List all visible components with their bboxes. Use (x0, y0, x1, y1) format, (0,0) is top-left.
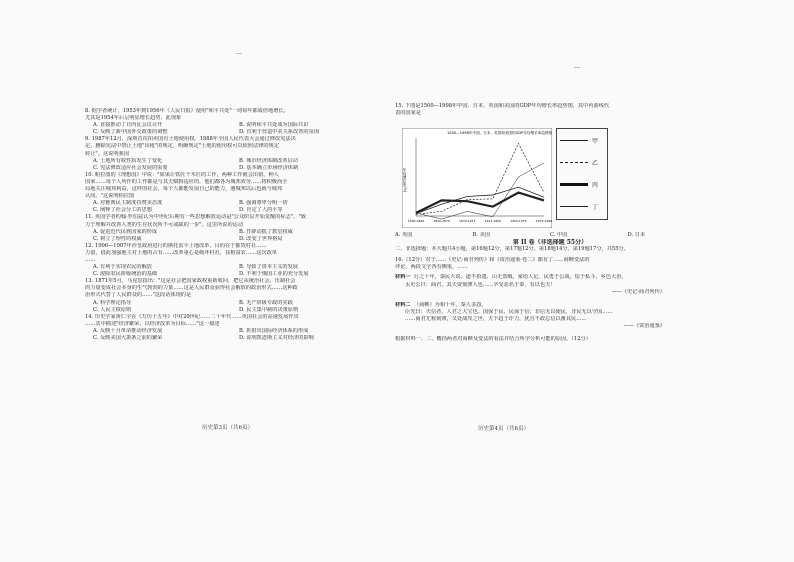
q10-options-cd: C. 阐释了社会分工的思想 D. 肯定了人的平等 (93, 207, 283, 214)
legend-item-yi: 乙 (557, 151, 607, 173)
material-1-quote: 太史公曰：商君，其天资刻薄人也……卒受恶名于秦，有以也夫！ (405, 281, 556, 288)
x-tick-label: 1973-1998 (535, 219, 552, 223)
q8-stem: 8. 据学者统计，1953年到1956年《人民日报》使用"和平共处"一词每年都成倍地增长， (85, 108, 289, 114)
q8-options-cd: C. 反映了新中国外交政策的调整 D. 有利于营造中美关系改善的氛围 (93, 129, 319, 136)
q16-stem-2: 评论，两段文字各有侧重，…… (395, 264, 468, 271)
right-page-lower (395, 232, 705, 343)
legend-item-ding: 丁 (557, 195, 607, 217)
section-2-instructions: 二、非选择题：本大题共4小题，第16题12分，第17题12分，第18题14分，第19题17分，共55分。 (395, 246, 629, 253)
x-tick-label: 1820-1870 (433, 219, 450, 223)
q10-stem-4: 认同。"这说明柏拉图 (85, 193, 135, 200)
material-2-quote-2: ……商君尤称刻薄，又处战攻之世，天下趋于诈力，犹且不敢忘信以畜其民…… (405, 315, 587, 322)
q10-stem: 10. 帕拉图的《理想国》中说："如果让铁匠干木匠的工作，两种工作就会出错，种人 (85, 171, 279, 178)
scan-mark-b: — (574, 64, 580, 71)
q11-stem-2: 力于理解并改善人类的生存状况所不可或缺的一步"。这里所说的运动 (85, 221, 244, 228)
q8-stem-2: 尤其是1954年后呈明显增长趋势，此现象 (85, 115, 182, 122)
q12-stem-2: 力量，借此加强地主对土地的占有……改革重心是破坏村社，扶植富农……这次改革 (85, 249, 277, 256)
q8-options-ab: A. 直接推动了日内瓦会议召开 B. 说明和平共处成为国际共识 (93, 122, 309, 129)
x-tick-label: 1870-1913 (459, 219, 476, 223)
q14-stem-2: ……其中描述"经济繁荣，以经济改革为目标……"这一描述 (85, 320, 220, 327)
page-footer-left: 历史第3页（共6页） (202, 425, 253, 431)
left-page-column (85, 108, 385, 342)
q12-options-cd: C. 废除农民阶级统治的基础 D. 不利于俄国工业的充分发展 (93, 271, 309, 278)
q15-options: A. 英国 B. 美国 C. 中国 D. 日本 (395, 232, 646, 238)
scan-mark-a: — (236, 50, 242, 57)
q10-options-ab: A. 对雅典民主制度持赞美态度 B. 强调尊卑分明一切 (93, 200, 288, 207)
q10-stem-3: 局地关注城邦利益，这样的社会，每个人都能发展自己的能力，遇城邦以后也就与城邦 (85, 186, 283, 193)
x-tick-label: 1913-1950 (484, 219, 501, 223)
material-1-source: ——《史记·商君列传》 (611, 288, 665, 295)
q9-stem-2: 定，删除宪法中禁止土地"出租"的规定，明确规定"土地的使用权可以依照法律的规定 (85, 143, 279, 150)
q14-options-cd: C. 反映美国大萧条之前的繁荣 D. 说明凯恩斯主义对经济的影响 (93, 335, 314, 341)
q13-stem: 13. 1871年5月，马克思指出："这是社会把国家政权重新收回，把它从统治社会、压制社会 (85, 278, 296, 285)
legend-item-jia: 甲 (557, 129, 607, 151)
chart-ylabel: 年均增长率(%) (403, 168, 407, 193)
material-2-source: ——《资治通鉴》 (623, 323, 665, 330)
q16-stem: 16.（12分）对于……《史记·商君列传》和《资治通鉴·卷二》都有了……商鞅变法的 (395, 257, 590, 264)
right-page-column (395, 103, 705, 117)
q10-stem-2: 国家……每个人所作的工作都是与其天赋相适应的，他们都各为城邦效劳……将积极而全 (85, 178, 288, 185)
section-2-heading: 第 II 卷（非选择题 55分） (512, 239, 588, 247)
q11-options-ab: A. 促进近代民族国家的形成 B. 开辟动摇了教皇权威 (93, 228, 293, 235)
chart-legend (556, 128, 608, 220)
q12-stem: 12. 1906—1907年沙皇政府进行的斯托雷平土地改革，目的在于摧毁村社…… (85, 242, 267, 249)
q9-stem-3: 转让"。这说明我国 (85, 150, 129, 157)
q13-options-cd: C. 人民主权原则 D. 民主集中制的决策原则 (93, 306, 299, 313)
material-2: 材料二 （商鞅）为相十年，秦人多怨。 (395, 301, 487, 308)
q9-options-ab: A. 土地所有权性质发生了变化 B. 城市经济体制改革启动 (93, 157, 298, 164)
gdp-line-chart (402, 128, 552, 228)
chart-frame (402, 128, 552, 228)
q14-options-ab: A. 反映十月革命推动经济发展 B. 折射出国际经济体系的形成 (93, 327, 309, 334)
legend-item-bing: 丙 (557, 173, 607, 195)
chart-title: 1500—1998年中国、日本、英国和美国的GDP年均增长率趋势图 (447, 131, 552, 135)
q13-options-ab: A. 科学理论指导 B. 无产阶级专政的实践 (93, 299, 293, 306)
material-1: 材料一 行之十年，秦民大说，道不拾遗，山无盗贼，家给人足。民勇于公战，怯于私斗，乡邑大治。 (395, 274, 627, 281)
q9-stem: 9. 1987年12月，深圳首次拍卖国有土地使用权。1988年全国人民代表大会通过修改宪法决 (85, 136, 296, 143)
material-2-quote-1: 臣光曰：夫信者，人君之大宝也。国保于民，民保于信；非信无以使民，非民无以守国…… (405, 308, 613, 315)
q13-stem-2: 的力量变成社会本身的生气勃勃的力量……这是人民群众获得社会解放的政治形式……这种政 (85, 285, 298, 292)
q12-stem-3: …… (85, 256, 96, 263)
x-tick-label: 1950-1973 (510, 219, 527, 223)
q13-stem-3: 治形式代替了人民群众的……"这段话体现的是 (85, 292, 192, 299)
q15-stem-2: 表的国家是 (395, 110, 421, 117)
page-footer-right: 历史第4页（共6页） (478, 426, 529, 432)
q9-options-cd: C. 宪法修改适应社会发展的需要 D. 基本确立市场经济体制 (93, 164, 299, 171)
x-tick-label: 1500-1820 (407, 219, 425, 223)
q11-options-cd: C. 树立了理性的权威 D. 改变了世界格局 (93, 235, 283, 242)
q12-options-ab: A. 有利于实现农民的解放 B. 导致了资本主义的发展 (93, 264, 298, 271)
q14-stem: 14. 历史学家黄仁宇在《万历十五年》中对20世纪……二十年代……英国社会的高速发展作出 (85, 313, 299, 320)
q11-stem: 11. 英国学者约翰·罗伯兹认为中世纪后期有一些思想解放运动是"公众阶层开始觉醒的标志"，"致 (85, 214, 307, 221)
q16-task: 根据材料一、二，概括两者对商鞅及变法的看法并结合所学分析可能的原因。（12分） (395, 336, 591, 343)
q15-stem: 15. 下图是1500—1998年中国、日本、英国和美国的GDP年均增长率趋势图，其中丙曲线代 (395, 103, 610, 109)
